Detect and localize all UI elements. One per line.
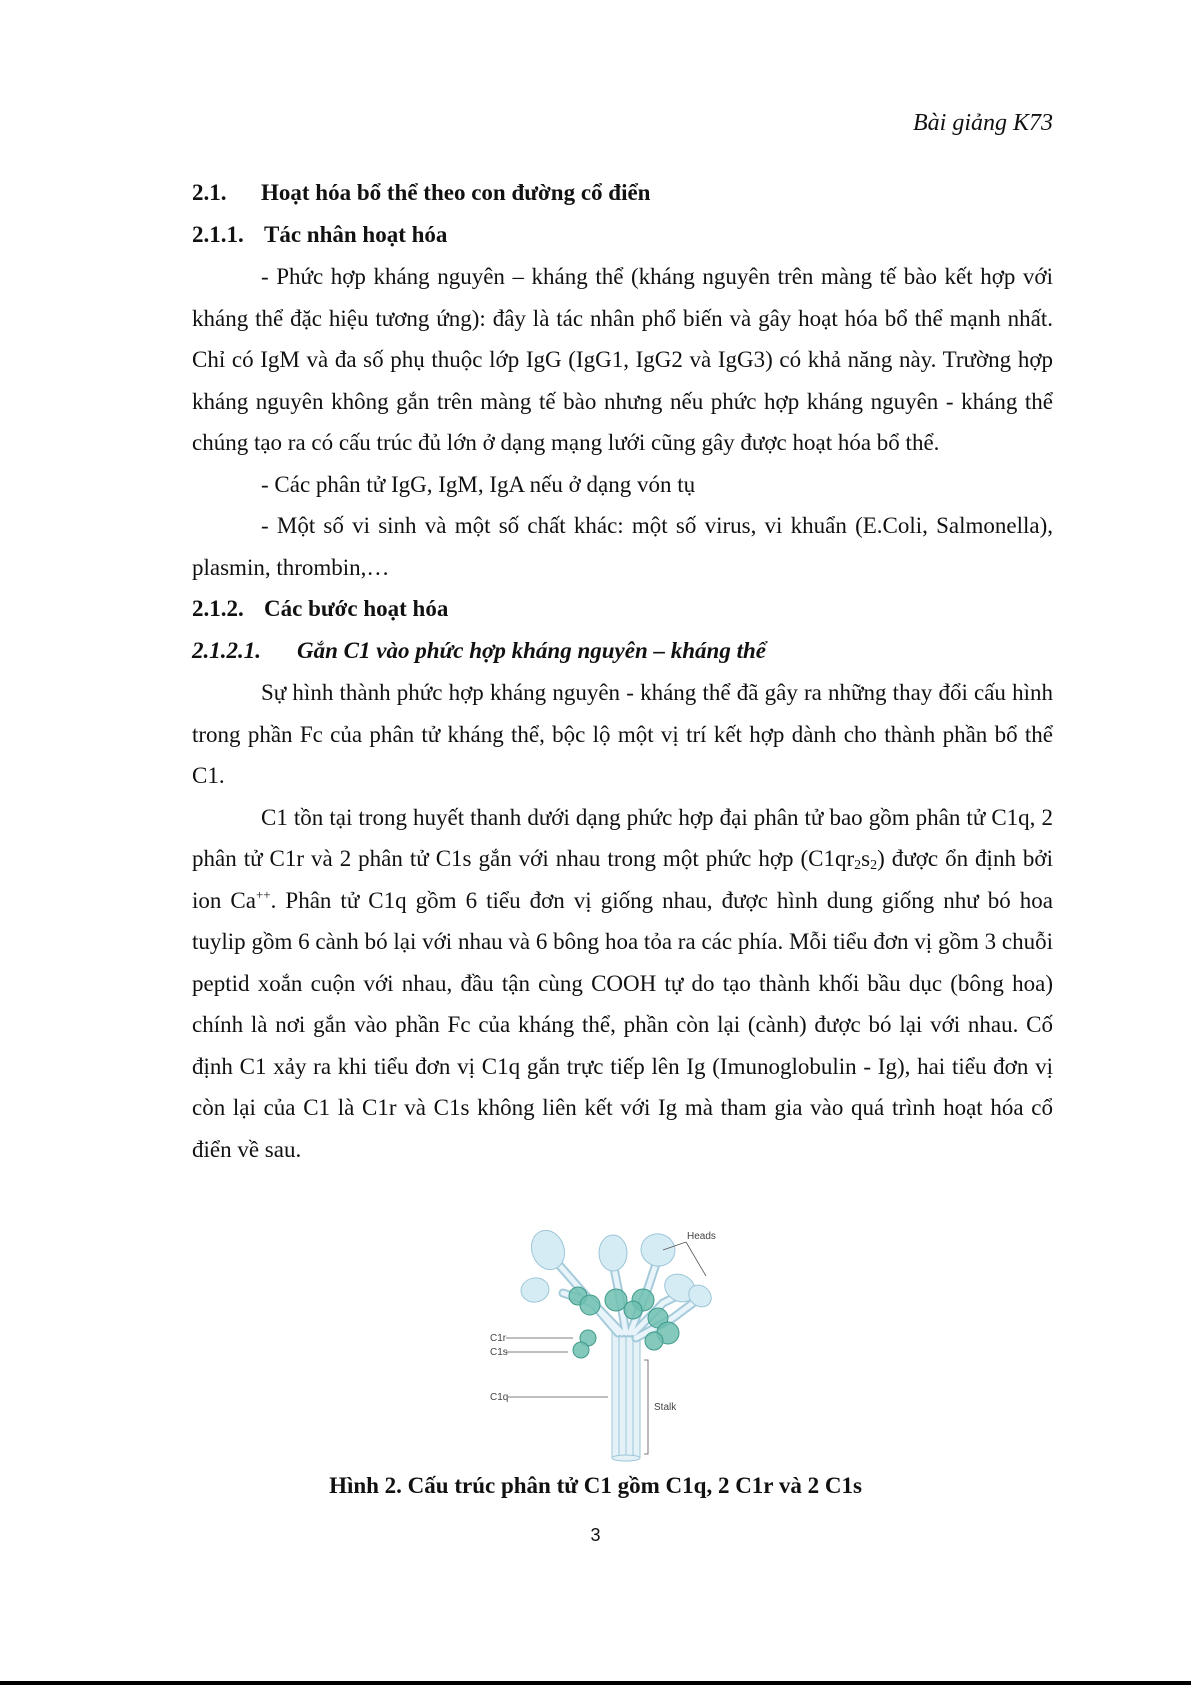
c1r-c1s-globule (645, 1332, 663, 1350)
superscript: ++ (255, 886, 271, 902)
section-heading-2-1 (192, 172, 1053, 214)
text-run: . Phân tử C1q gồm 6 tiểu đơn vị giống nhau, được hình dung giống như bó hoa tuylip gồm 6 cành bó lại với nhau và 6 bông hoa tỏa ra các phía. Mỗi tiểu đơn vị gồm 3 chuỗi peptid xoắn cuộn với nhau, đầu tận cùng COOH tự do tạo thành khối bầu dục (bông hoa) chính là nơi gắn vào phần Fc của kháng thể, phần còn lại (cành) được bó lại với nhau. Cố định C1 xảy ra khi tiểu đơn vị C1q gắn trực tiếp lên Ig (Imunoglobulin - Ig), hai tiểu đơn vị còn lại của C1 là C1r và C1s không liên kết với Ig mà tham gia vào quá trình hoạt hóa cổ điển về sau. (192, 887, 1053, 1162)
paragraph: Sự hình thành phức hợp kháng nguyên - kháng thể đã gây ra những thay đổi cấu hình trong phần Fc của phân tử kháng thể, bộc lộ một vị trí kết hợp dành cho thành phần bổ thể C1. (192, 680, 1053, 788)
c1r-c1s-globule (624, 1301, 642, 1319)
text-run: ) được ổn định bởi ion Ca (192, 846, 1053, 913)
section-number: 2.1.1. (192, 222, 244, 247)
page-content (192, 172, 1053, 1170)
c1-structure-diagram (468, 1228, 784, 1466)
section-title: Tác nhân hoạt hóa (264, 222, 448, 247)
page-number: 3 (590, 1525, 601, 1545)
section-title: Gắn C1 vào phức hợp kháng nguyên – kháng thể (297, 638, 766, 663)
c1-structure-figure (468, 1228, 784, 1466)
c1q-head (519, 1276, 551, 1304)
paragraph: - Một số vi sinh và một số chất khác: một số virus, vi khuẩn (E.Coli, Salmonella), plasmin, thrombin,… (192, 513, 1053, 580)
paragraph: - Các phân tử IgG, IgM, IgA nếu ở dạng vón tụ (261, 471, 696, 497)
c1q-label: C1q (490, 1392, 509, 1403)
stalk-label: Stalk (654, 1402, 677, 1413)
c1r-c1s-globule (573, 1342, 589, 1358)
section-heading-2-1-2 (192, 588, 1053, 630)
section-number: 2.1.2. (192, 596, 244, 621)
c1r-c1s-globule (580, 1295, 600, 1315)
c1r-c1s-globule (605, 1289, 627, 1311)
section-heading-2-1-2-1 (192, 630, 1053, 672)
page-bottom-border (0, 1681, 1191, 1685)
subscript: 2 (854, 858, 862, 873)
paragraph: - Phức hợp kháng nguyên – kháng thể (kháng nguyên trên màng tế bào kết hợp với kháng thể đặc hiệu tương ứng): đây là tác nhân phổ biến và gây hoạt hóa bổ thể mạnh nhất. Chỉ có IgM và đa số phụ thuộc lớp IgG (IgG1, IgG2 và IgG3) có khả năng này. Trường hợp kháng nguyên không gắn trên màng tế bào nhưng nếu phức hợp kháng nguyên - kháng thể chúng tạo ra có cấu trúc đủ lớn ở dạng mạng lưới cũng gây được hoạt hóa bổ thể. (192, 264, 1053, 455)
section-heading-2-1-1 (192, 214, 1053, 256)
c1s-label: C1s (490, 1347, 508, 1358)
heads-label: Heads (687, 1231, 716, 1242)
document-header: Bài giảng K73 (912, 110, 1053, 136)
c1q-head (599, 1235, 627, 1271)
section-title: Hoạt hóa bổ thể theo con đường cổ điển (261, 180, 651, 205)
text-run: C1 tồn tại trong huyết thanh dưới dạng phức hợp đại phân tử bao gồm phân tử C1q, 2 phân tử C1r và 2 phân tử C1s gắn với nhau trong một phức hợp (C1qr (192, 804, 1053, 871)
section-number: 2.1.2.1. (192, 638, 261, 663)
paragraph (192, 797, 1053, 1171)
c1r-label: C1r (490, 1333, 507, 1344)
section-title: Các bước hoạt hóa (264, 596, 449, 621)
section-number: 2.1. (192, 180, 227, 205)
c1q-stalk (612, 1328, 640, 1461)
subscript: 2 (870, 858, 878, 873)
figure-caption: Hình 2. Cấu trúc phân tử C1 gồm C1q, 2 C1r và 2 C1s (329, 1473, 862, 1498)
text-run: s (861, 846, 871, 871)
c1q-head (637, 1230, 678, 1270)
